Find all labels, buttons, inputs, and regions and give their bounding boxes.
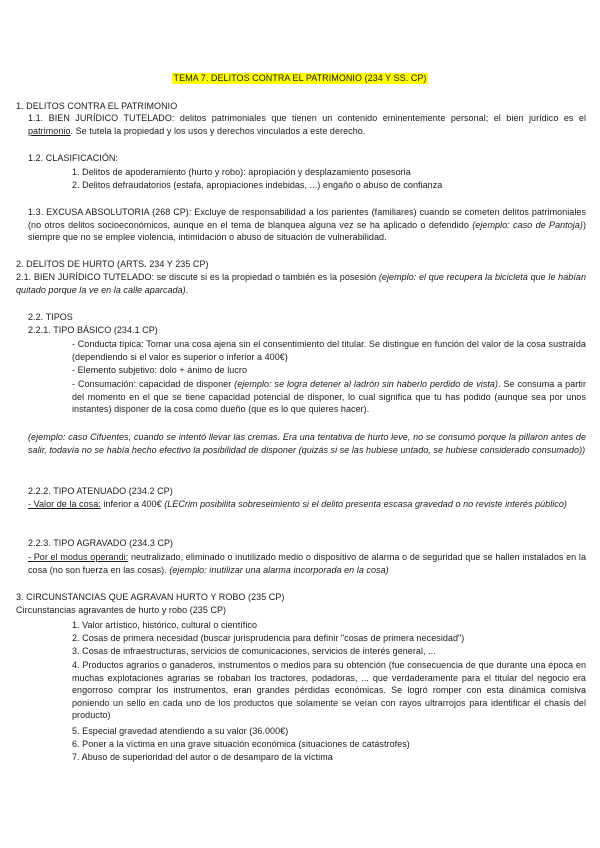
tipos-heading: 2.2. TIPOS: [28, 312, 73, 322]
tipo-basico-elemento-subjetivo: - Elemento subjetivo: dolo + ánimo de lucro: [72, 365, 247, 375]
tipo-agravado-text: [28, 551, 586, 576]
tipo-basico-conducta: - Conducta típica: Tomar una cosa ajena sin el consentimiento del titular. Se distingue en función del valor de la cosa sustraída (dependiendo si el valor es superior o inferior a 400€): [72, 339, 586, 362]
tipo-agravado-heading: 2.2.3. TIPO AGRAVADO (234.3 CP): [28, 538, 174, 548]
consumacion-rest: . Se consuma a partir del momento en el que se tiene capacidad potencial de disponer, lo cual significa que tu has podido (aunque sea por unos instantes) disponer de la cosa como dueño (que es lo que quieres hacer).: [72, 379, 586, 414]
tipo-basico-heading: 2.2.1. TIPO BÁSICO (234.1 CP): [28, 325, 158, 335]
agravante-item-4: 4. Productos agrarios o ganaderos, instrumentos o medios para su obtención (fue consecuencia de que durante una época en muchas explotaciones agrarias se robaban los tractores, podadoras, ... que verdaderamente para el titular del negocio era engorroso comprar los instrumentos, eran grandes pérdidas económicas. Se logró romper con esta dinámica comisiva poniendo un sello en cada uno de los productos que solamente se veían con rayos ultrarrojos para identificar el chasis del producto): [72, 660, 586, 720]
agravado-italic: (ejemplo: inutilizar una alarma incorporada en la cosa): [169, 564, 389, 575]
s11-suffix: . Se tutela la propiedad y los usos y derechos vinculados a este derecho.: [70, 125, 366, 136]
section-1-1-paragraph: [28, 112, 586, 137]
tipo-atenuado-text: [28, 498, 586, 511]
section-3-subheading: Circunstancias agravantes de hurto y robo (235 CP): [16, 605, 227, 615]
agravante-item-5: 5. Especial gravedad atendiendo a su valor (36.000€): [72, 726, 289, 736]
agravante-item-7: 7. Abuso de superioridad del autor o de desamparo de la víctima: [72, 752, 333, 762]
s13-text: 1.3. EXCUSA ABSOLUTORIA (268 CP): Excluye de responsabilidad a los parientes (familiares) cuando se cometen delitos patrimoniales (no otros delitos socioeconómicos, aunque en el tema de blanquea alguna vez se ha aplicado o defendido: [28, 207, 586, 230]
consumacion-text: - Consumación: capacidad de disponer: [72, 379, 235, 389]
section-3-heading: 3. CIRCUNSTANCIAS QUE AGRAVAN HURTO Y ROBO (235 CP): [16, 592, 285, 602]
s13-end: ) siempre que no se emplee violencia, intimidación o abuso de situación de vulnerabilidad.: [28, 219, 586, 242]
classification-item-1: 1. Delitos de apoderamiento (hurto y robo): apropiación y desplazamiento posesoria: [72, 167, 411, 177]
tipo-basico-consumacion: [72, 378, 586, 416]
tipo-atenuado-heading: 2.2.2. TIPO ATENUADO (234.2 CP): [28, 486, 173, 496]
agravado-text: neutralizado, eliminado o inutilizado medio o dispositivo de alarma o de seguridad que se hallen instalados en la cosa (no son fuerza en las cosas).: [28, 552, 586, 575]
agravado-underlined: - Por el modus operandi:: [28, 552, 129, 562]
section-1-2-heading: 1.2. CLASIFICACIÓN:: [28, 153, 118, 163]
atenuado-underlined: - Valor de la cosa:: [28, 499, 101, 509]
agravante-item-6: 6. Poner a la víctima en una grave situación económica (situaciones de catástrofes): [72, 739, 410, 749]
title-wrapper: [0, 72, 600, 85]
section-1-heading: 1. DELITOS CONTRA EL PATRIMONIO: [16, 101, 178, 111]
s21-italic: (ejemplo: el que recupera la bicicleta que le habían quitado porque la ve en la calle aparcada): [16, 272, 586, 295]
s13-italic: (ejemplo: caso de Pantoja): [472, 219, 583, 230]
section-2-1-paragraph: [16, 271, 586, 296]
atenuado-italic: (LECrim posibilita sobreseimiento si el delito presenta escasa gravedad o no reviste interés público): [164, 499, 567, 509]
s11-prefix: 1.1. BIEN JURÍDICO TUTELADO: delitos patrimoniales que tienen un contenido eminentemente personal; el bien jurídico es el: [28, 113, 586, 123]
atenuado-text: inferior a 400€: [100, 499, 165, 509]
classification-item-2: 2. Delitos defraudatorios (estafa, apropiaciones indebidas, ...) engaño o abuso de confianza: [72, 180, 443, 190]
consumacion-italic: (ejemplo: se logra detener al ladrón sin haberlo perdido de vista): [234, 379, 499, 389]
s21-text: 2.1. BIEN JURÍDICO TUTELADO: se discute si es la propiedad o también es la posesión: [16, 272, 379, 282]
s21-end: .: [185, 284, 189, 295]
section-1-3-paragraph: [28, 206, 586, 244]
agravante-item-1: 1. Valor artístico, histórico, cultural o científico: [72, 620, 258, 630]
cifuentes-example: (ejemplo: caso Cifuentes, cuando se intentó llevar las cremas. Era una tentativa de hurto leve, no se consumó porque la pillaron antes de salir, todavía no se había hecho efectivo la posibilidad de disponer (quizás si se las hubiese untado, se hubiese considerado consumado)): [28, 432, 586, 455]
agravante-item-3: 3. Cosas de infraestructuras, servicios de comunicaciones, servicios de interés general, ...: [72, 646, 436, 656]
section-2-heading: 2. DELITOS DE HURTO (ARTS. 234 Y 235 CP): [16, 259, 209, 269]
s11-underlined-term: patrimonio: [28, 125, 71, 136]
document-title: TEMA 7. DELITOS CONTRA EL PATRIMONIO (234 Y SS. CP): [173, 73, 427, 83]
agravante-item-2: 2. Cosas de primera necesidad (buscar jurisprudencia para definir "cosas de primera necesidad"): [72, 633, 465, 643]
